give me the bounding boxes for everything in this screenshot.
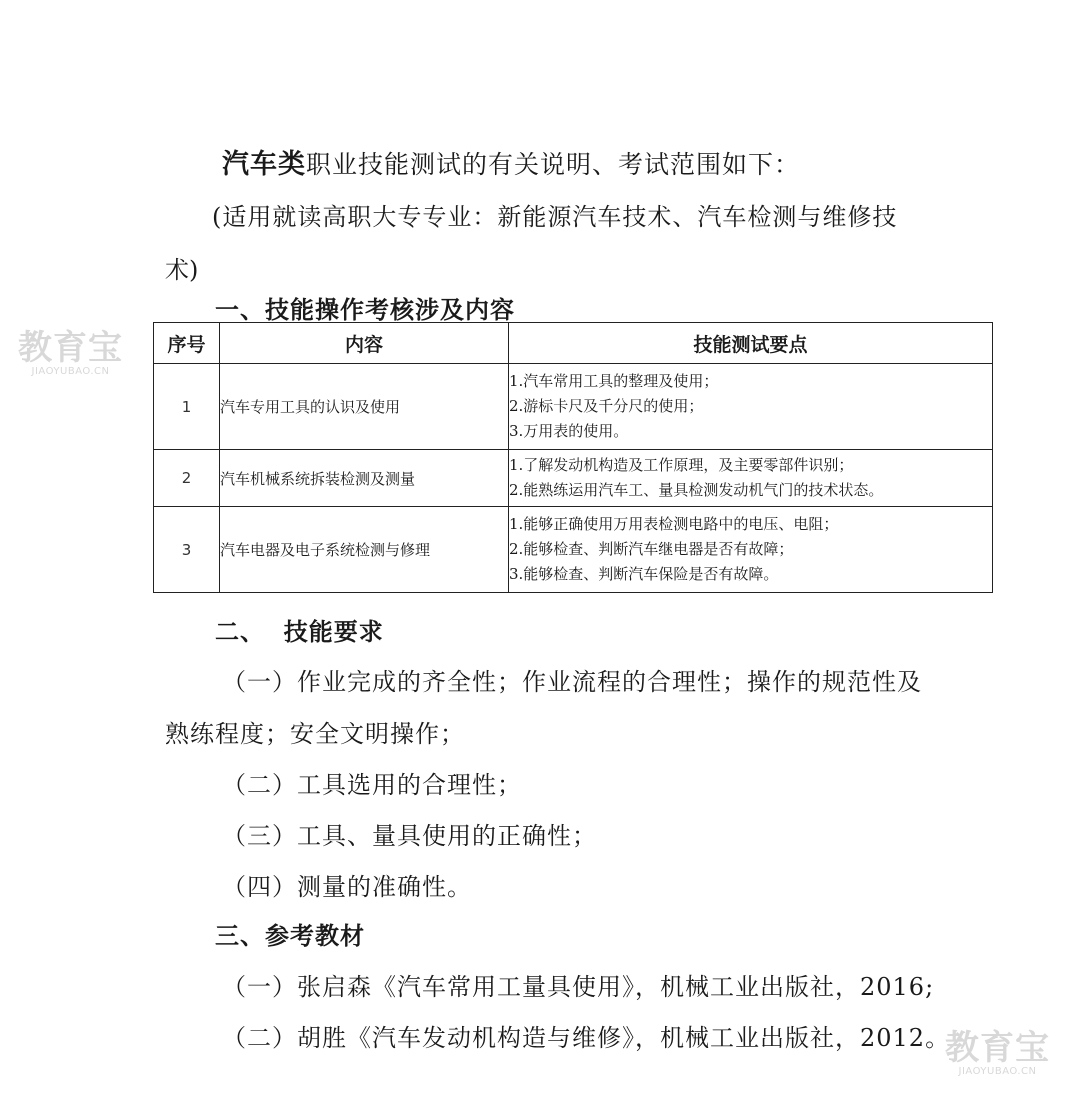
table-header-row	[154, 323, 993, 364]
requirement-item-continued: 熟练程度；安全文明操作；	[165, 720, 465, 748]
intro-line	[222, 142, 800, 181]
intro-category: 汽车类	[222, 149, 306, 180]
intro-text: 职业技能测试的有关说明、考试范围如下：	[306, 150, 801, 179]
row-points	[509, 450, 993, 507]
header-content: 内容	[220, 323, 509, 364]
watermark-sub: JIAOYUBAO.CN	[31, 366, 110, 377]
point-item: 1.汽车常用工具的整理及使用；	[509, 372, 719, 390]
row-content: 汽车机械系统拆装检测及测量	[220, 450, 509, 507]
requirement-item: （二）工具选用的合理性；	[222, 771, 522, 799]
watermark-main: 教育宝	[945, 1028, 1050, 1068]
requirement-item: （四）测量的准确性。	[222, 873, 472, 901]
row-content: 汽车电器及电子系统检测与修理	[220, 507, 509, 593]
point-item: 2.能熟练运用汽车工、量具检测发动机气门的技术状态。	[509, 481, 884, 499]
point-item: 3.万用表的使用。	[509, 422, 629, 440]
requirement-item: （一）作业完成的齐全性；作业流程的合理性；操作的规范性及	[222, 668, 922, 696]
requirement-item: （三）工具、量具使用的正确性；	[222, 822, 597, 850]
watermark-logo-right	[945, 1030, 1050, 1077]
table-row	[154, 507, 993, 593]
table-row	[154, 450, 993, 507]
watermark-logo-left	[18, 330, 123, 377]
table-row	[154, 364, 993, 450]
section-3-heading: 三、参考教材	[215, 921, 365, 950]
reference-item: （二）胡胜《汽车发动机构造与维修》，机械工业出版社，2012。	[222, 1024, 951, 1052]
row-number: 3	[154, 507, 220, 593]
reference-item: （一）张启森《汽车常用工量具使用》，机械工业出版社，2016;	[222, 973, 935, 1001]
point-item: 2.游标卡尺及千分尺的使用；	[509, 397, 704, 415]
header-points: 技能测试要点	[509, 323, 993, 364]
watermark-main: 教育宝	[18, 328, 123, 368]
point-item: 2.能够检查、判断汽车继电器是否有故障；	[509, 540, 794, 558]
point-item: 3.能够检查、判断汽车保险是否有故障。	[509, 565, 779, 583]
scope-line-1: (适用就读高职大专专业：新能源汽车技术、汽车检测与维修技	[212, 203, 898, 231]
header-number: 序号	[154, 323, 220, 364]
watermark-sub: JIAOYUBAO.CN	[958, 1066, 1037, 1077]
row-points	[509, 364, 993, 450]
row-points	[509, 507, 993, 593]
row-number: 1	[154, 364, 220, 450]
scope-line-2: 术)	[165, 256, 199, 284]
section-2-heading: 二、 技能要求	[215, 617, 384, 646]
skills-table	[153, 322, 993, 593]
section-1-heading: 一、技能操作考核涉及内容	[215, 295, 515, 324]
point-item: 1.了解发动机构造及工作原理，及主要零部件识别；	[509, 456, 854, 474]
point-item: 1.能够正确使用万用表检测电路中的电压、电阻；	[509, 515, 839, 533]
row-content: 汽车专用工具的认识及使用	[220, 364, 509, 450]
row-number: 2	[154, 450, 220, 507]
